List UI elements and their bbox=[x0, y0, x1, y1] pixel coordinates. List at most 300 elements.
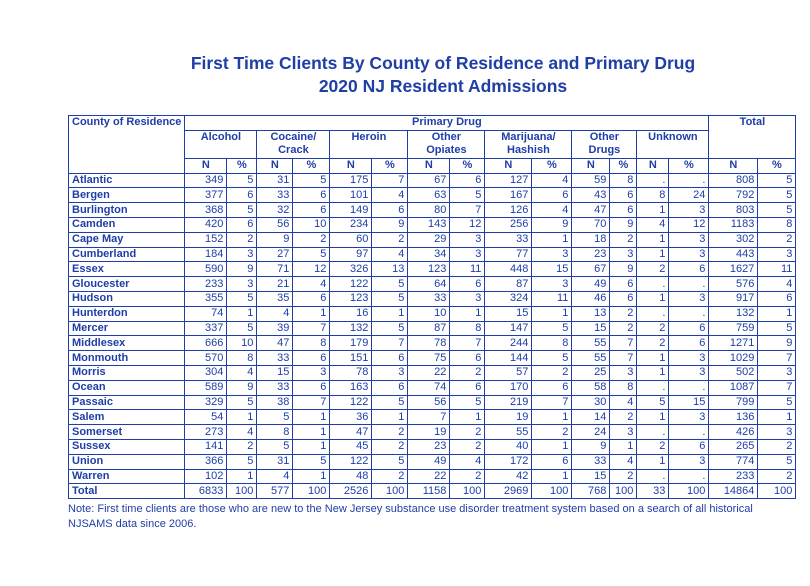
count-cell: 33 bbox=[408, 291, 450, 306]
count-cell: 1 bbox=[637, 410, 669, 425]
count-cell: 33 bbox=[637, 484, 669, 499]
percent-cell: . bbox=[669, 277, 709, 292]
percent-cell: 6 bbox=[532, 380, 572, 395]
count-cell: 15 bbox=[572, 321, 610, 336]
report-subtitle: 2020 NJ Resident Admissions bbox=[318, 76, 568, 96]
n-header: N bbox=[572, 158, 610, 173]
percent-cell: 12 bbox=[293, 262, 330, 277]
percent-cell: 6 bbox=[372, 203, 408, 218]
county-name: Camden bbox=[69, 217, 185, 232]
count-cell: 24 bbox=[572, 425, 610, 440]
percent-cell: 8 bbox=[227, 351, 257, 366]
count-cell: 14 bbox=[572, 410, 610, 425]
pct-header: % bbox=[372, 158, 408, 173]
count-cell: 1 bbox=[637, 203, 669, 218]
table-row bbox=[69, 277, 796, 292]
percent-cell: 9 bbox=[372, 217, 408, 232]
count-cell: 448 bbox=[485, 262, 532, 277]
county-name: Hudson bbox=[69, 291, 185, 306]
percent-cell: 3 bbox=[669, 365, 709, 380]
count-cell: 917 bbox=[709, 291, 758, 306]
percent-cell: 3 bbox=[669, 351, 709, 366]
percent-cell: 4 bbox=[532, 203, 572, 218]
percent-cell: 3 bbox=[610, 425, 637, 440]
count-cell: 47 bbox=[257, 336, 293, 351]
table-row bbox=[69, 232, 796, 247]
count-cell: 25 bbox=[572, 365, 610, 380]
percent-cell: 9 bbox=[532, 217, 572, 232]
count-cell: 1 bbox=[637, 291, 669, 306]
count-cell: 9 bbox=[572, 439, 610, 454]
table-row bbox=[69, 469, 796, 484]
count-cell: 799 bbox=[709, 395, 758, 410]
n-header: N bbox=[408, 158, 450, 173]
count-cell: 244 bbox=[485, 336, 532, 351]
percent-cell: 3 bbox=[669, 410, 709, 425]
count-cell: 9 bbox=[257, 232, 293, 247]
county-name: Sussex bbox=[69, 439, 185, 454]
percent-cell: 15 bbox=[669, 395, 709, 410]
percent-cell: 3 bbox=[227, 277, 257, 292]
percent-cell: 6 bbox=[293, 380, 330, 395]
percent-cell: 6 bbox=[669, 262, 709, 277]
count-cell: 5 bbox=[637, 395, 669, 410]
percent-cell: 1 bbox=[532, 410, 572, 425]
count-cell: 18 bbox=[572, 232, 610, 247]
count-cell: 265 bbox=[709, 439, 758, 454]
percent-cell: 6 bbox=[293, 291, 330, 306]
percent-cell: 5 bbox=[227, 173, 257, 188]
count-cell: 43 bbox=[572, 188, 610, 203]
county-name: Union bbox=[69, 454, 185, 469]
percent-cell: 12 bbox=[450, 217, 485, 232]
percent-cell: 3 bbox=[532, 277, 572, 292]
count-cell: 666 bbox=[185, 336, 227, 351]
clients-table bbox=[68, 115, 796, 499]
count-cell: . bbox=[637, 380, 669, 395]
count-cell: 426 bbox=[709, 425, 758, 440]
percent-cell: 3 bbox=[758, 247, 796, 262]
count-cell: 87 bbox=[408, 321, 450, 336]
count-cell: 33 bbox=[257, 351, 293, 366]
table-row bbox=[69, 365, 796, 380]
count-cell: 22 bbox=[408, 469, 450, 484]
percent-cell: 2 bbox=[758, 232, 796, 247]
heroin-header: Heroin bbox=[330, 130, 408, 158]
other-opiates-header: Other Opiates bbox=[408, 130, 485, 158]
count-cell: 123 bbox=[408, 262, 450, 277]
percent-cell: 2 bbox=[610, 232, 637, 247]
percent-cell: 100 bbox=[669, 484, 709, 499]
percent-cell: 3 bbox=[450, 291, 485, 306]
count-cell: 324 bbox=[485, 291, 532, 306]
percent-cell: 5 bbox=[758, 321, 796, 336]
count-cell: 74 bbox=[185, 306, 227, 321]
percent-cell: 2 bbox=[758, 439, 796, 454]
percent-cell: 7 bbox=[372, 173, 408, 188]
count-cell: 31 bbox=[257, 173, 293, 188]
count-cell: 74 bbox=[408, 380, 450, 395]
percent-cell: 2 bbox=[610, 410, 637, 425]
count-cell: 132 bbox=[330, 321, 372, 336]
percent-cell: 6 bbox=[293, 188, 330, 203]
percent-cell: . bbox=[669, 306, 709, 321]
percent-cell: 5 bbox=[450, 188, 485, 203]
count-cell: 15 bbox=[485, 306, 532, 321]
pct-header: % bbox=[450, 158, 485, 173]
count-cell: 57 bbox=[485, 365, 532, 380]
count-cell: 149 bbox=[330, 203, 372, 218]
percent-cell: 1 bbox=[293, 439, 330, 454]
count-cell: 40 bbox=[485, 439, 532, 454]
count-cell: 78 bbox=[408, 336, 450, 351]
percent-cell: 3 bbox=[669, 232, 709, 247]
percent-cell: 8 bbox=[758, 217, 796, 232]
pct-header: % bbox=[610, 158, 637, 173]
table-row bbox=[69, 173, 796, 188]
percent-cell: 5 bbox=[532, 351, 572, 366]
table-row bbox=[69, 262, 796, 277]
percent-cell: 5 bbox=[293, 173, 330, 188]
count-cell: 34 bbox=[408, 247, 450, 262]
count-cell: 4 bbox=[637, 217, 669, 232]
percent-cell: 5 bbox=[227, 395, 257, 410]
percent-cell: 1 bbox=[610, 439, 637, 454]
percent-cell: 4 bbox=[610, 395, 637, 410]
percent-cell: 1 bbox=[293, 425, 330, 440]
percent-cell: 3 bbox=[610, 247, 637, 262]
percent-cell: 6 bbox=[610, 188, 637, 203]
count-cell: 1 bbox=[637, 365, 669, 380]
percent-cell: 2 bbox=[610, 321, 637, 336]
count-cell: 70 bbox=[572, 217, 610, 232]
percent-cell: 5 bbox=[227, 321, 257, 336]
percent-cell: 6 bbox=[758, 291, 796, 306]
count-cell: 55 bbox=[572, 336, 610, 351]
percent-cell: 3 bbox=[669, 247, 709, 262]
table-row bbox=[69, 395, 796, 410]
count-cell: 16 bbox=[330, 306, 372, 321]
county-name: Monmouth bbox=[69, 351, 185, 366]
count-cell: 768 bbox=[572, 484, 610, 499]
count-cell: 122 bbox=[330, 454, 372, 469]
percent-cell: 5 bbox=[372, 395, 408, 410]
percent-cell: 5 bbox=[758, 188, 796, 203]
percent-cell: 8 bbox=[532, 336, 572, 351]
percent-cell: 1 bbox=[293, 410, 330, 425]
count-cell: 6833 bbox=[185, 484, 227, 499]
count-cell: 4 bbox=[257, 306, 293, 321]
percent-cell: 2 bbox=[372, 425, 408, 440]
n-header: N bbox=[637, 158, 669, 173]
count-cell: 15 bbox=[257, 365, 293, 380]
count-cell: 54 bbox=[185, 410, 227, 425]
county-name: Warren bbox=[69, 469, 185, 484]
percent-cell: 1 bbox=[758, 306, 796, 321]
percent-cell: 3 bbox=[758, 365, 796, 380]
count-cell: 420 bbox=[185, 217, 227, 232]
percent-cell: 2 bbox=[758, 469, 796, 484]
count-cell: 143 bbox=[408, 217, 450, 232]
percent-cell: 7 bbox=[758, 351, 796, 366]
table-row bbox=[69, 410, 796, 425]
percent-cell: 9 bbox=[227, 380, 257, 395]
percent-cell: 4 bbox=[293, 277, 330, 292]
count-cell: 10 bbox=[408, 306, 450, 321]
percent-cell: 5 bbox=[372, 454, 408, 469]
percent-cell: 5 bbox=[227, 291, 257, 306]
percent-cell: 4 bbox=[610, 454, 637, 469]
n-header: N bbox=[330, 158, 372, 173]
count-cell: 64 bbox=[408, 277, 450, 292]
count-cell: 2969 bbox=[485, 484, 532, 499]
count-cell: 803 bbox=[709, 203, 758, 218]
alcohol-header: Alcohol bbox=[185, 130, 257, 158]
percent-cell: 1 bbox=[758, 410, 796, 425]
percent-cell: 10 bbox=[227, 336, 257, 351]
county-name: Cumberland bbox=[69, 247, 185, 262]
percent-cell: 5 bbox=[532, 321, 572, 336]
count-cell: 2 bbox=[637, 321, 669, 336]
percent-cell: 6 bbox=[372, 351, 408, 366]
count-cell: 122 bbox=[330, 277, 372, 292]
percent-cell: 6 bbox=[450, 351, 485, 366]
count-cell: 502 bbox=[709, 365, 758, 380]
count-cell: 102 bbox=[185, 469, 227, 484]
count-cell: 42 bbox=[485, 469, 532, 484]
count-cell: 67 bbox=[572, 262, 610, 277]
count-cell: 184 bbox=[185, 247, 227, 262]
percent-cell: 1 bbox=[293, 306, 330, 321]
county-name: Mercer bbox=[69, 321, 185, 336]
percent-cell: 4 bbox=[372, 247, 408, 262]
count-cell: 792 bbox=[709, 188, 758, 203]
percent-cell: 5 bbox=[227, 454, 257, 469]
count-cell: 29 bbox=[408, 232, 450, 247]
count-cell: 256 bbox=[485, 217, 532, 232]
count-cell: 127 bbox=[485, 173, 532, 188]
county-name: Total bbox=[69, 484, 185, 499]
count-cell: 329 bbox=[185, 395, 227, 410]
count-cell: 33 bbox=[257, 188, 293, 203]
percent-cell: 2 bbox=[227, 439, 257, 454]
pct-header: % bbox=[758, 158, 796, 173]
count-cell: 55 bbox=[572, 351, 610, 366]
percent-cell: 6 bbox=[669, 439, 709, 454]
count-cell: 337 bbox=[185, 321, 227, 336]
percent-cell: 1 bbox=[532, 469, 572, 484]
count-cell: 13 bbox=[572, 306, 610, 321]
percent-cell: 100 bbox=[372, 484, 408, 499]
pct-header: % bbox=[227, 158, 257, 173]
percent-cell: 9 bbox=[610, 262, 637, 277]
county-name: Salem bbox=[69, 410, 185, 425]
count-cell: 355 bbox=[185, 291, 227, 306]
count-cell: 67 bbox=[408, 173, 450, 188]
count-cell: 4 bbox=[257, 469, 293, 484]
percent-cell: 100 bbox=[758, 484, 796, 499]
table-row bbox=[69, 336, 796, 351]
count-cell: 126 bbox=[485, 203, 532, 218]
count-cell: 19 bbox=[408, 425, 450, 440]
count-cell: 234 bbox=[330, 217, 372, 232]
count-cell: 326 bbox=[330, 262, 372, 277]
table-row bbox=[69, 203, 796, 218]
footnote: Note: First time clients are those who are new to the New Jersey substance use disorder treatment system based on a search of all historical NJSAMS data since 2006. bbox=[68, 503, 753, 530]
percent-cell: 1 bbox=[532, 439, 572, 454]
table-row bbox=[69, 380, 796, 395]
count-cell: 1271 bbox=[709, 336, 758, 351]
count-cell: 47 bbox=[572, 203, 610, 218]
count-cell: 2526 bbox=[330, 484, 372, 499]
primary-drug-header: Primary Drug bbox=[185, 116, 709, 131]
county-name: Middlesex bbox=[69, 336, 185, 351]
county-name: Burlington bbox=[69, 203, 185, 218]
percent-cell: 7 bbox=[450, 203, 485, 218]
percent-cell: 3 bbox=[372, 365, 408, 380]
percent-cell: 4 bbox=[227, 365, 257, 380]
table-row bbox=[69, 425, 796, 440]
count-cell: 577 bbox=[257, 484, 293, 499]
other-drugs-header: Other Drugs bbox=[572, 130, 637, 158]
count-cell: 144 bbox=[485, 351, 532, 366]
count-cell: 1029 bbox=[709, 351, 758, 366]
count-cell: 71 bbox=[257, 262, 293, 277]
percent-cell: 6 bbox=[227, 188, 257, 203]
count-cell: . bbox=[637, 277, 669, 292]
percent-cell: 3 bbox=[227, 247, 257, 262]
count-cell: 570 bbox=[185, 351, 227, 366]
count-cell: 36 bbox=[330, 410, 372, 425]
count-cell: 33 bbox=[485, 232, 532, 247]
pct-header: % bbox=[669, 158, 709, 173]
count-cell: 167 bbox=[485, 188, 532, 203]
report-title: First Time Clients By County of Residence and Primary Drug bbox=[190, 53, 696, 73]
percent-cell: 3 bbox=[610, 365, 637, 380]
n-header: N bbox=[709, 158, 758, 173]
percent-cell: 100 bbox=[532, 484, 572, 499]
count-cell: 152 bbox=[185, 232, 227, 247]
county-name: Passaic bbox=[69, 395, 185, 410]
table-row bbox=[69, 454, 796, 469]
percent-cell: 2 bbox=[610, 306, 637, 321]
percent-cell: 10 bbox=[293, 217, 330, 232]
percent-cell: . bbox=[669, 173, 709, 188]
percent-cell: 11 bbox=[532, 291, 572, 306]
percent-cell: 4 bbox=[532, 173, 572, 188]
count-cell: 349 bbox=[185, 173, 227, 188]
count-cell: 2 bbox=[637, 439, 669, 454]
unknown-header: Unknown bbox=[637, 130, 709, 158]
count-cell: 136 bbox=[709, 410, 758, 425]
count-cell: 759 bbox=[709, 321, 758, 336]
table-row bbox=[69, 291, 796, 306]
percent-cell: 15 bbox=[532, 262, 572, 277]
percent-cell: 4 bbox=[227, 425, 257, 440]
count-cell: 19 bbox=[485, 410, 532, 425]
percent-cell: 7 bbox=[532, 395, 572, 410]
count-cell: 5 bbox=[257, 439, 293, 454]
count-cell: 1183 bbox=[709, 217, 758, 232]
percent-cell: 5 bbox=[758, 454, 796, 469]
percent-cell: 100 bbox=[450, 484, 485, 499]
count-cell: 8 bbox=[637, 188, 669, 203]
count-cell: 31 bbox=[257, 454, 293, 469]
percent-cell: 6 bbox=[610, 203, 637, 218]
count-cell: 23 bbox=[408, 439, 450, 454]
count-cell: 1 bbox=[637, 351, 669, 366]
table-row bbox=[69, 247, 796, 262]
count-cell: 576 bbox=[709, 277, 758, 292]
percent-cell: 6 bbox=[669, 336, 709, 351]
county-name: Cape May bbox=[69, 232, 185, 247]
count-cell: 78 bbox=[330, 365, 372, 380]
table-row bbox=[69, 351, 796, 366]
percent-cell: 9 bbox=[758, 336, 796, 351]
percent-cell: 6 bbox=[610, 291, 637, 306]
count-cell: 219 bbox=[485, 395, 532, 410]
count-cell: 27 bbox=[257, 247, 293, 262]
percent-cell: 4 bbox=[372, 188, 408, 203]
county-name: Atlantic bbox=[69, 173, 185, 188]
count-cell: 808 bbox=[709, 173, 758, 188]
percent-cell: 3 bbox=[450, 232, 485, 247]
count-cell: 2 bbox=[637, 262, 669, 277]
count-cell: 233 bbox=[185, 277, 227, 292]
county-name: Ocean bbox=[69, 380, 185, 395]
count-cell: 147 bbox=[485, 321, 532, 336]
count-cell: 32 bbox=[257, 203, 293, 218]
percent-cell: 7 bbox=[293, 321, 330, 336]
count-cell: . bbox=[637, 425, 669, 440]
count-cell: 170 bbox=[485, 380, 532, 395]
count-cell: 368 bbox=[185, 203, 227, 218]
count-cell: 60 bbox=[330, 232, 372, 247]
percent-cell: 9 bbox=[610, 217, 637, 232]
percent-cell: 24 bbox=[669, 188, 709, 203]
percent-cell: . bbox=[669, 425, 709, 440]
percent-cell: 2 bbox=[532, 365, 572, 380]
count-cell: 179 bbox=[330, 336, 372, 351]
percent-cell: 6 bbox=[610, 277, 637, 292]
table-row bbox=[69, 321, 796, 336]
count-cell: 49 bbox=[572, 277, 610, 292]
count-cell: 2 bbox=[637, 336, 669, 351]
count-cell: 1 bbox=[637, 247, 669, 262]
percent-cell: 3 bbox=[293, 365, 330, 380]
count-cell: 59 bbox=[572, 173, 610, 188]
percent-cell: 6 bbox=[293, 351, 330, 366]
percent-cell: 3 bbox=[669, 291, 709, 306]
percent-cell: 2 bbox=[227, 232, 257, 247]
total-header: Total bbox=[709, 116, 796, 159]
percent-cell: 9 bbox=[227, 262, 257, 277]
percent-cell: 5 bbox=[450, 395, 485, 410]
percent-cell: 2 bbox=[450, 425, 485, 440]
percent-cell: 3 bbox=[450, 247, 485, 262]
count-cell: 14864 bbox=[709, 484, 758, 499]
count-cell: 377 bbox=[185, 188, 227, 203]
count-cell: 33 bbox=[572, 454, 610, 469]
percent-cell: 1 bbox=[227, 306, 257, 321]
percent-cell: 5 bbox=[372, 277, 408, 292]
count-cell: 87 bbox=[485, 277, 532, 292]
count-cell: 35 bbox=[257, 291, 293, 306]
percent-cell: 4 bbox=[758, 277, 796, 292]
count-cell: 30 bbox=[572, 395, 610, 410]
count-cell: 33 bbox=[257, 380, 293, 395]
percent-cell: 6 bbox=[372, 380, 408, 395]
